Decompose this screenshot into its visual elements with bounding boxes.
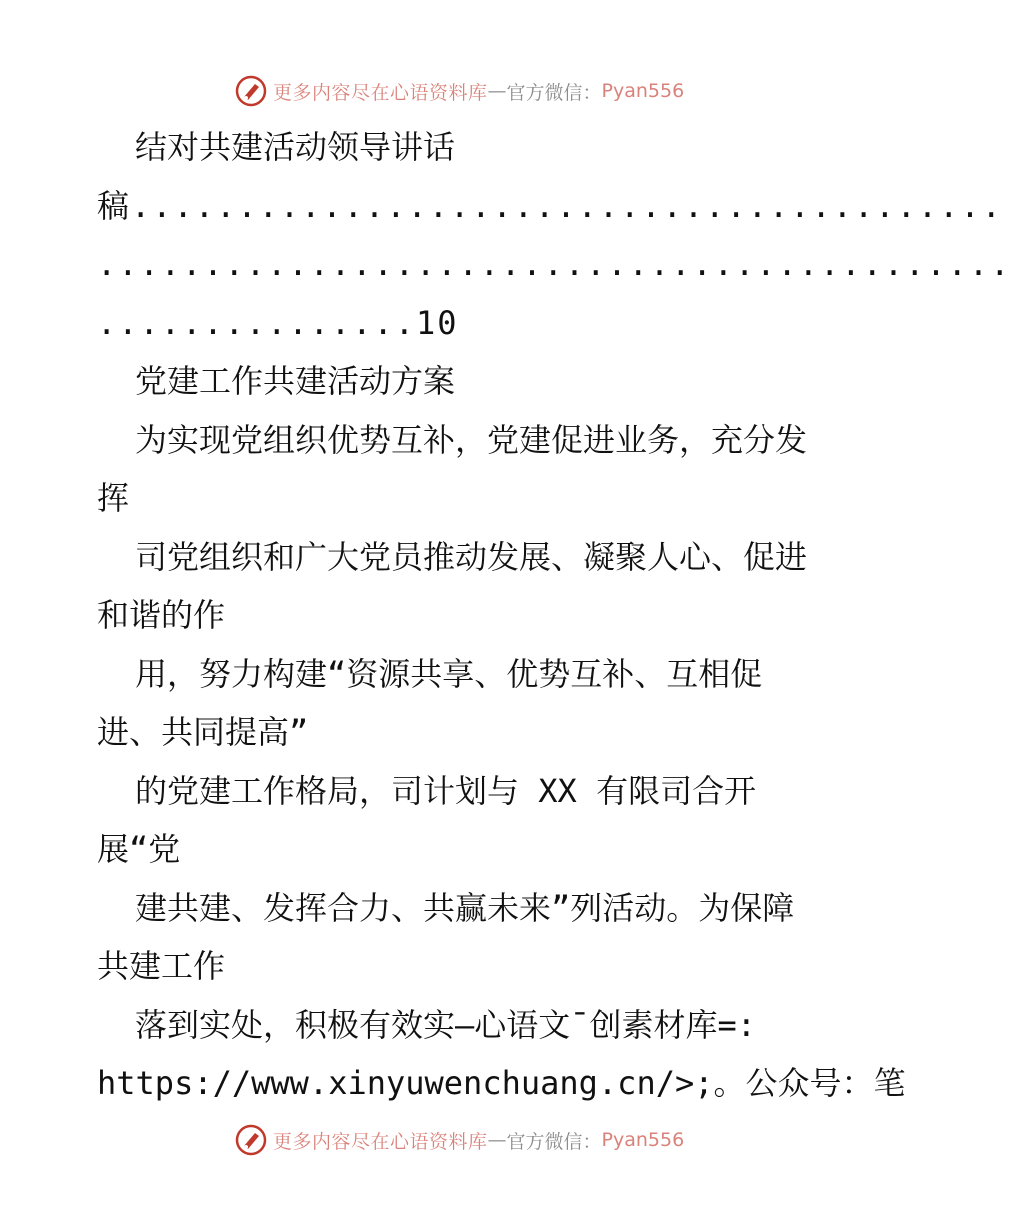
- document-body: [97, 118, 1011, 1113]
- watermark-dash: —: [487, 1129, 507, 1151]
- text-line: 落到实处，积极有效实—心语文¯创素材库=:: [135, 1005, 757, 1044]
- watermark-wechat-id: Pyan556: [601, 1129, 685, 1151]
- text-line-url: https://www.xinyuwenchuang.cn/>;。公众号：笔: [97, 1064, 906, 1102]
- footer-watermark: [235, 1122, 715, 1158]
- text-line: 展“党: [97, 830, 181, 868]
- text-line: 和谐的作: [97, 596, 226, 634]
- watermark-official-label: 官方微信：: [506, 81, 602, 104]
- watermark-official-label: 官方微信：: [506, 1130, 602, 1153]
- section-title: 党建工作共建活动方案: [135, 362, 456, 400]
- header-watermark: [235, 73, 715, 109]
- watermark-main-text: 更多内容尽在心语资料库: [273, 81, 488, 104]
- toc-leader-line: 稿.........................................: [97, 186, 1003, 225]
- text-line: 进、共同提高”: [97, 713, 309, 751]
- text-line: 挥: [97, 479, 130, 517]
- text-line: 共建工作: [97, 947, 226, 985]
- watermark-dash: —: [487, 80, 507, 102]
- text-line: 结对共建活动领导讲话: [135, 128, 456, 166]
- text-line: 用，努力构建“资源共享、优势互补、互相促: [135, 654, 763, 693]
- text-line: 司党组织和广大党员推动发展、凝聚人心、促进: [135, 537, 808, 576]
- toc-page-number-line: ...............10: [97, 303, 459, 342]
- text-line: 的党建工作格局，司计划与 XX 有限司合开: [135, 771, 757, 810]
- seal-pen-icon: [235, 1124, 267, 1156]
- seal-pen-icon: [235, 75, 267, 107]
- text-line: 建共建、发挥合力、共赢未来”列活动。为保障: [135, 888, 795, 927]
- text-line: 为实现党组织优势互补，党建促进业务，充分发: [135, 420, 808, 459]
- toc-leader-line: ...........................................: [97, 245, 1011, 283]
- watermark-wechat-id: Pyan556: [601, 80, 685, 102]
- watermark-main-text: 更多内容尽在心语资料库: [273, 1130, 488, 1153]
